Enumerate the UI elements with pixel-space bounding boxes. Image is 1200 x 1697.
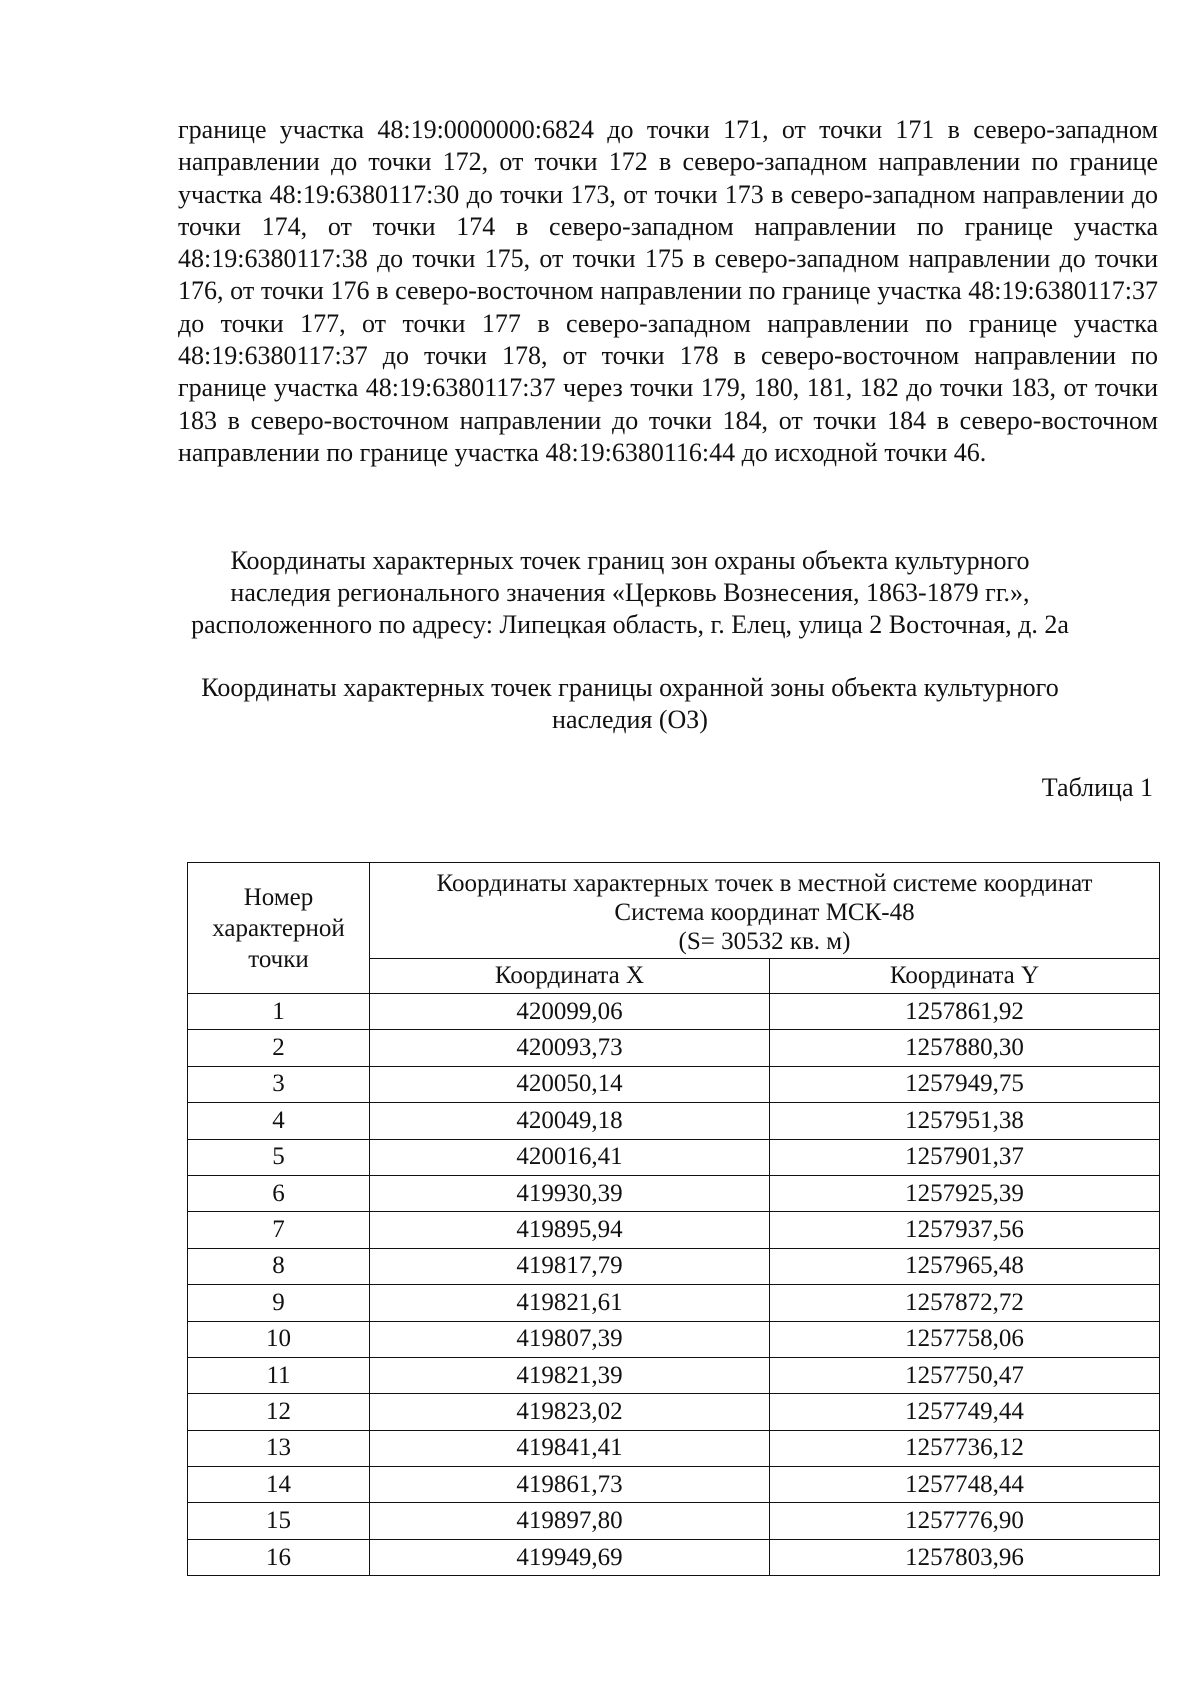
point-number-cell: 13 [188,1430,370,1466]
coordinate-y-cell: 1257925,39 [770,1175,1160,1211]
coordinate-y-cell: 1257776,90 [770,1503,1160,1539]
table-row [188,1539,1160,1575]
coordinates-table-body [188,994,1160,1576]
point-number-cell: 11 [188,1357,370,1393]
table-row [188,994,1160,1030]
coordinate-x-cell: 420093,73 [370,1030,770,1066]
table-row [188,1030,1160,1066]
point-number-cell: 5 [188,1139,370,1175]
coordinate-x-cell: 420049,18 [370,1103,770,1139]
table-row [188,1103,1160,1139]
point-number-header: Номер характерной точки [188,863,370,994]
point-number-cell: 16 [188,1539,370,1575]
point-number-cell: 6 [188,1175,370,1211]
table-row [188,1394,1160,1430]
coordinate-y-cell: 1257750,47 [770,1357,1160,1393]
point-number-cell: 7 [188,1212,370,1248]
coordinate-x-cell: 419821,39 [370,1357,770,1393]
table-row [188,1248,1160,1284]
coordinate-x-cell: 419949,69 [370,1539,770,1575]
coordinate-x-header: Координата X [370,959,770,994]
point-number-cell: 9 [188,1285,370,1321]
table-row [188,1467,1160,1503]
coordinate-y-cell: 1257861,92 [770,994,1160,1030]
section-heading-line: расположенного по адресу: Липецкая область, г. Елец, улица 2 Восточная, д. 2а [191,610,1069,639]
coordinate-x-cell: 419821,61 [370,1285,770,1321]
table-row [188,1430,1160,1466]
section-heading-line: наследия регионального значения «Церковь Вознесения, 1863-1879 гг.», [230,578,1030,607]
table-row [188,1321,1160,1357]
table-caption: Таблица 1 [1041,773,1153,802]
coordinate-x-cell: 419897,80 [370,1503,770,1539]
coordinate-y-cell: 1257901,37 [770,1139,1160,1175]
coordinate-x-cell: 420099,06 [370,994,770,1030]
point-number-cell: 3 [188,1066,370,1102]
subsection-heading [150,672,1110,736]
coordinate-x-cell: 419823,02 [370,1394,770,1430]
coordinate-y-header: Координата Y [770,959,1160,994]
coordinate-y-cell: 1257803,96 [770,1539,1160,1575]
point-number-cell: 8 [188,1248,370,1284]
coordinate-x-cell: 420016,41 [370,1139,770,1175]
coordinate-y-cell: 1257736,12 [770,1430,1160,1466]
table-row [188,1212,1160,1248]
coordinate-y-cell: 1257965,48 [770,1248,1160,1284]
point-number-cell: 10 [188,1321,370,1357]
coordinate-x-cell: 419861,73 [370,1467,770,1503]
table-row [188,1285,1160,1321]
table-row [188,1066,1160,1102]
coordinate-x-cell: 419817,79 [370,1248,770,1284]
table-row [188,1139,1160,1175]
coordinates-group-header: Координаты характерных точек в местной системе координат Система координат МСК-48 (S= 30532 кв. м) [370,863,1160,959]
coordinate-y-cell: 1257748,44 [770,1467,1160,1503]
table-row [188,1357,1160,1393]
point-number-cell: 15 [188,1503,370,1539]
coordinate-y-cell: 1257951,38 [770,1103,1160,1139]
coordinate-y-cell: 1257949,75 [770,1066,1160,1102]
point-number-cell: 12 [188,1394,370,1430]
point-number-cell: 2 [188,1030,370,1066]
table-row [188,1503,1160,1539]
coordinate-x-cell: 419895,94 [370,1212,770,1248]
coordinate-x-cell: 419930,39 [370,1175,770,1211]
point-number-cell: 14 [188,1467,370,1503]
section-heading [150,545,1110,641]
coordinate-y-cell: 1257749,44 [770,1394,1160,1430]
coordinate-y-cell: 1257758,06 [770,1321,1160,1357]
subsection-heading-line: наследия (ОЗ) [552,705,708,734]
coordinate-x-cell: 420050,14 [370,1066,770,1102]
coordinate-y-cell: 1257937,56 [770,1212,1160,1248]
coordinate-y-cell: 1257872,72 [770,1285,1160,1321]
subsection-heading-line: Координаты характерных точек границы охранной зоны объекта культурного [201,673,1059,702]
coordinate-y-cell: 1257880,30 [770,1030,1160,1066]
point-number-cell: 4 [188,1103,370,1139]
coordinates-table [187,862,1160,1576]
coordinate-x-cell: 419807,39 [370,1321,770,1357]
point-number-cell: 1 [188,994,370,1030]
coordinate-x-cell: 419841,41 [370,1430,770,1466]
boundary-description-paragraph: границе участка 48:19:0000000:6824 до точки 171, от точки 171 в северо-западном направлении до точки 172, от точки 172 в северо-западном направлении по границе участка 48:19:6380117:30 до точки 173, от точки 173 в северо-западном направлении до точки 174, от точки 174 в северо-западном направлении по границе участка 48:19:6380117:38 до точки 175, от точки 175 в северо-западном направлении до точки 176, от точки 176 в северо-восточном направлении по границе участка 48:19:6380117:37 до точки 177, от точки 177 в северо-западном направлении по границе участка 48:19:6380117:37 до точки 178, от точки 178 в северо-восточном направлении по границе участка 48:19:6380117:37 через точки 179, 180, 181, 182 до точки 183, от точки 183 в северо-восточном направлении до точки 184, от точки 184 в северо-восточном направлении по границе участка 48:19:6380116:44 до исходной точки 46. [178,115,1158,467]
table-row [188,1175,1160,1211]
section-heading-line: Координаты характерных точек границ зон охраны объекта культурного [230,546,1030,575]
